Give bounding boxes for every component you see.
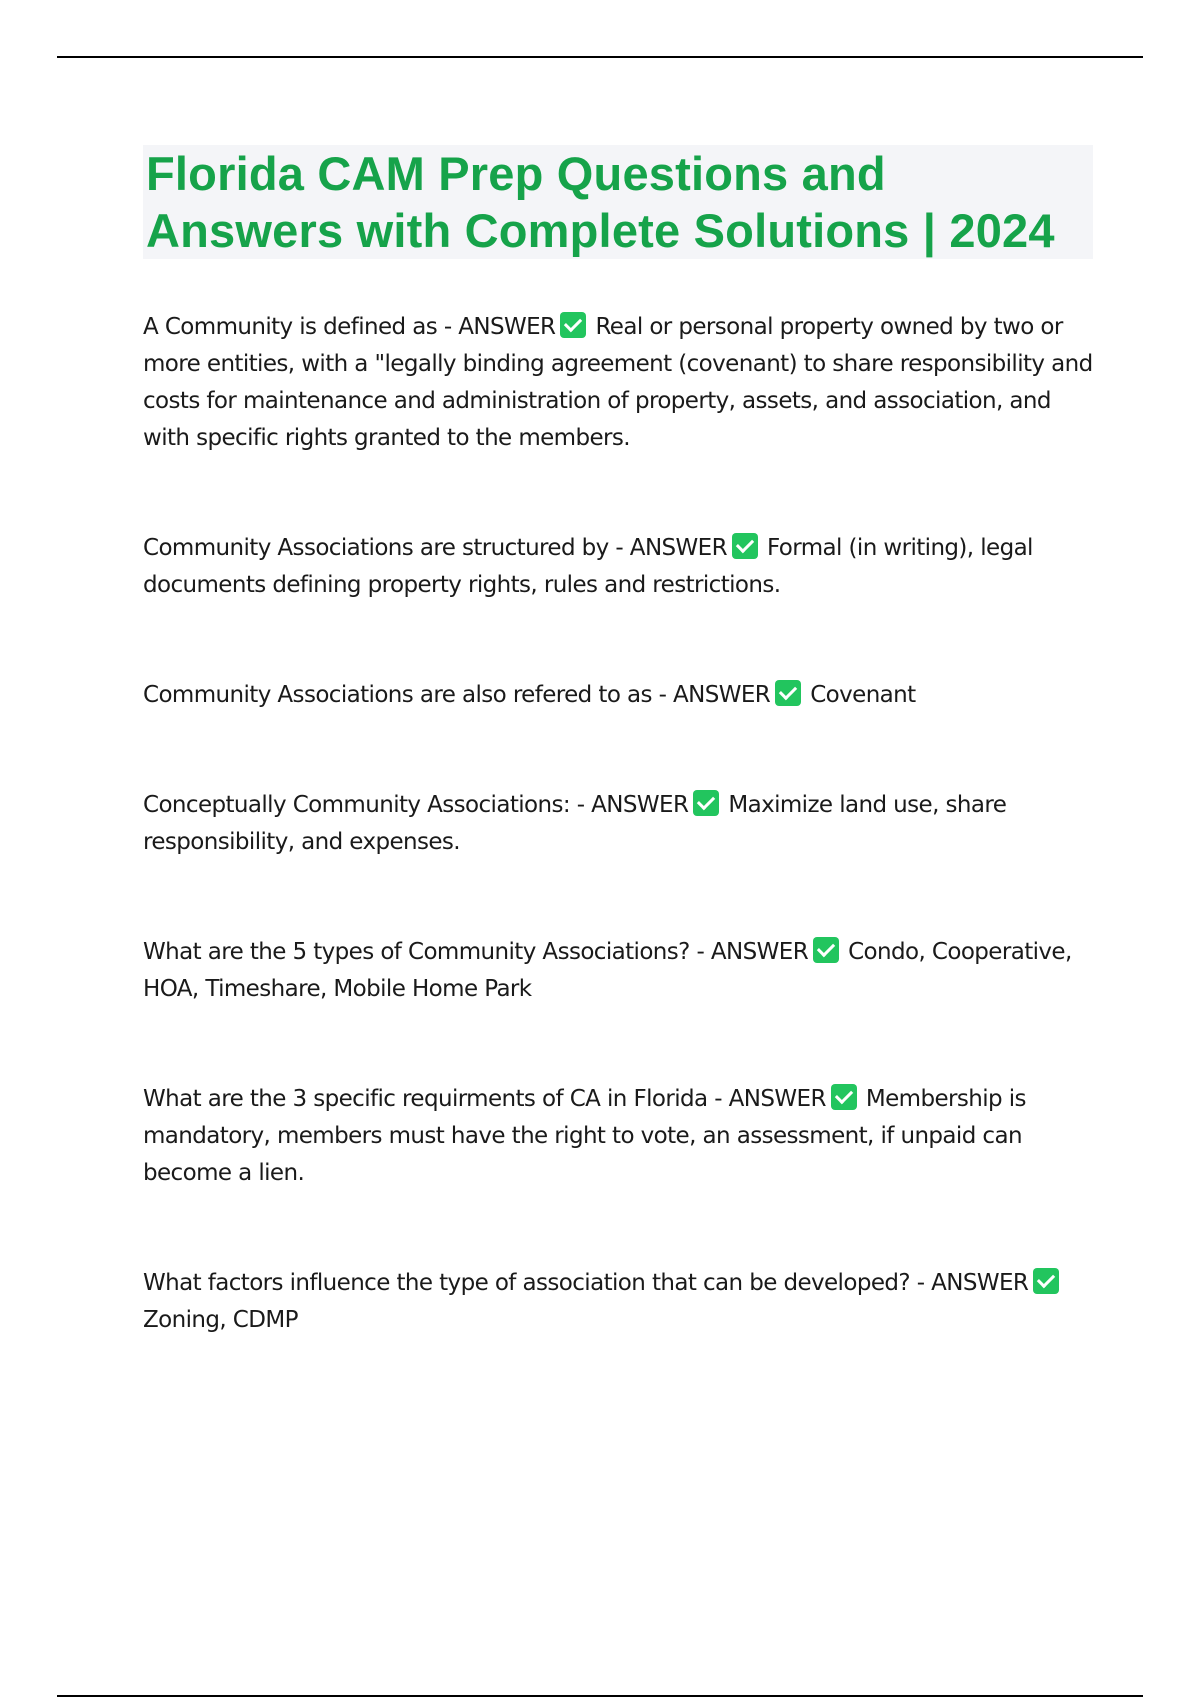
question-text: Community Associations are also refered to as - ANSWER [143, 682, 771, 708]
qa-item [143, 309, 1093, 457]
answer-text: Maximize land use, share responsibility, and expenses. [143, 792, 1007, 855]
check-mark-icon [560, 312, 586, 338]
answer-text: Formal (in writing), legal documents defining property rights, rules and restrictions. [143, 535, 1033, 598]
answer-text: Membership is mandatory, members must have the right to vote, an assessment, if unpaid can become a lien. [143, 1086, 1026, 1186]
check-mark-icon [693, 790, 719, 816]
answer-text: Condo, Cooperative, HOA, Timeshare, Mobile Home Park [143, 939, 1072, 1002]
qa-list [143, 309, 1093, 1339]
qa-item [143, 1081, 1093, 1192]
qa-item [143, 787, 1093, 861]
check-mark-icon [1033, 1268, 1059, 1294]
document-body [143, 145, 1093, 1339]
qa-item [143, 677, 1093, 714]
answer-text: Covenant [810, 682, 916, 708]
question-text: What are the 5 types of Community Associations? - ANSWER [143, 939, 809, 965]
question-text: What are the 3 specific requirments of CA in Florida - ANSWER [143, 1086, 826, 1112]
bottom-rule [57, 1695, 1143, 1697]
question-text: Conceptually Community Associations: - ANSWER [143, 792, 689, 818]
check-mark-icon [831, 1084, 857, 1110]
answer-text: Real or personal property owned by two or more entities, with a "legally binding agreement (covenant) to share responsibility and costs for maintenance and administration of property, assets, and association, and with specific rights granted to the members. [143, 314, 1093, 451]
question-text: A Community is defined as - ANSWER [143, 314, 556, 340]
qa-item [143, 934, 1093, 1008]
question-text: Community Associations are structured by - ANSWER [143, 535, 727, 561]
check-mark-icon [732, 533, 758, 559]
check-mark-icon [775, 680, 801, 706]
check-mark-icon [813, 937, 839, 963]
qa-item [143, 530, 1093, 604]
top-rule [57, 56, 1143, 58]
answer-text: Zoning, CDMP [143, 1307, 298, 1333]
question-text: What factors influence the type of association that can be developed? - ANSWER [143, 1270, 1029, 1296]
document-title: Florida CAM Prep Questions and Answers with Complete Solutions | 2024 [146, 147, 1055, 257]
qa-item [143, 1265, 1093, 1339]
title-block [143, 145, 1093, 259]
